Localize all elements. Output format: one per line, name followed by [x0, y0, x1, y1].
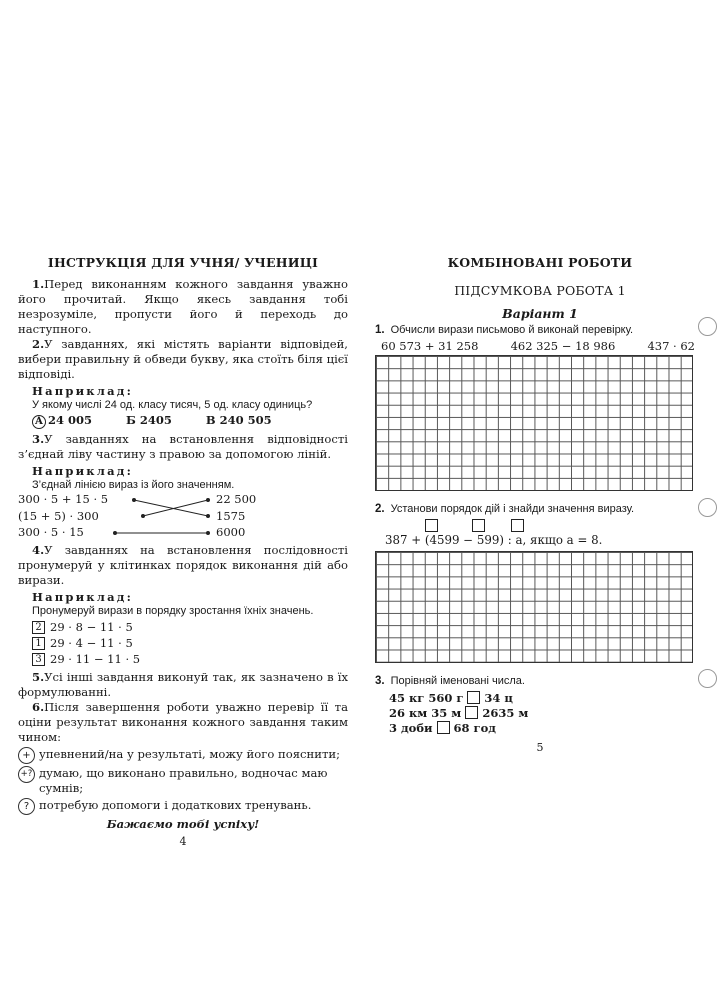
- action-order-box[interactable]: [511, 519, 524, 532]
- expression: 462 325 − 18 986: [510, 339, 616, 353]
- option-b: Б 2405: [126, 413, 172, 427]
- question-icon: ?: [18, 798, 35, 815]
- task-1: [375, 324, 705, 491]
- self-assessment-circle[interactable]: [698, 669, 717, 688]
- task-1-grid[interactable]: [375, 355, 693, 491]
- example-1-options: [32, 413, 348, 429]
- order-row: [32, 619, 348, 635]
- example-label-3: Наприклад:: [32, 590, 134, 604]
- comparison-row: 3 доби 68 год: [389, 720, 496, 735]
- order-number-box: 2: [32, 621, 45, 634]
- section-title: КОМБІНОВАНІ РОБОТИ: [447, 255, 633, 270]
- comparison-box[interactable]: [465, 706, 478, 719]
- order-row: [32, 635, 348, 651]
- variant-title: Варіант 1: [502, 306, 578, 321]
- page-number: 4: [179, 835, 187, 848]
- self-assessment-circle[interactable]: [698, 498, 717, 517]
- task-2-grid[interactable]: [375, 551, 693, 663]
- instruction-4: 4.У завданнях на встановлення послідовності пронумеруй у клітинках порядок виконання дій або вирази.: [18, 543, 348, 587]
- order-expression: 29 · 11 − 11 · 5: [50, 652, 141, 666]
- circled-letter: А: [32, 415, 46, 429]
- comparison-row: 45 кг 560 г 34 ц: [389, 690, 513, 705]
- expression: 60 573 + 31 258: [381, 339, 479, 353]
- comparison-list: [375, 690, 705, 735]
- plus-question-icon: +?: [18, 766, 35, 783]
- plus-icon: +: [18, 747, 35, 764]
- task-1-header: 1. Обчисли вирази письмово й виконай перевірку.: [375, 324, 634, 336]
- order-row: [32, 651, 348, 667]
- task-2-header: 2. Установи порядок дій і знайди значення виразу.: [375, 503, 635, 515]
- action-order-box[interactable]: [425, 519, 438, 532]
- order-expression: 29 · 8 − 11 · 5: [50, 620, 133, 634]
- task-2-expression: 387 + (4599 − 599) : a, якщо a = 8.: [385, 533, 603, 547]
- example-3-question: Пронумеруй вирази в порядку зростання їхніх значень.: [32, 605, 314, 617]
- match-right-item: 6000: [216, 525, 246, 539]
- ordering-example: [32, 619, 348, 667]
- example-label-2: Наприклад:: [32, 464, 134, 478]
- example-2-question: З’єднай лінією вираз із його значенням.: [32, 479, 235, 491]
- evaluation-item: + упевнений/на у результаті, можу його пояснити;: [18, 747, 348, 764]
- work-title: ПІДСУМКОВА РОБОТА 1: [454, 283, 626, 298]
- right-page: [375, 255, 705, 754]
- match-left-item: 300 · 5 + 15 · 5: [18, 492, 109, 506]
- instruction-title: ІНСТРУКЦІЯ ДЛЯ УЧНЯ/ УЧЕНИЦІ: [47, 255, 319, 270]
- match-right-item: 22 500: [216, 492, 257, 506]
- instruction-6: 6.Після завершення роботи уважно перевір її та оціни результат виконання кожного завдання таким чином:: [18, 700, 348, 744]
- example-1-question: У якому числі 24 од. класу тисяч, 5 од. класу одиниць?: [32, 399, 313, 411]
- expression: 437 · 62: [647, 339, 695, 353]
- task-1-expressions: [375, 339, 695, 353]
- option-a: А 24 005: [32, 413, 92, 429]
- example-label: Наприклад:: [32, 384, 134, 398]
- action-order-boxes: [425, 519, 705, 532]
- good-luck-text: Бажаємо тобі успіху!: [106, 817, 260, 831]
- comparison-box[interactable]: [467, 691, 480, 704]
- match-left-item: 300 · 5 · 15: [18, 525, 84, 539]
- order-number-box: 3: [32, 653, 45, 666]
- option-c: В 240 505: [205, 413, 272, 427]
- order-number-box: 1: [32, 637, 45, 650]
- comparison-box[interactable]: [437, 721, 450, 734]
- instruction-5: 5.Усі інші завдання виконуй так, як зазначено в їх формулюванні.: [18, 670, 348, 699]
- order-expression: 29 · 4 − 11 · 5: [50, 636, 133, 650]
- comparison-row: 26 км 35 м 2635 м: [389, 705, 529, 720]
- self-assessment-circle[interactable]: [698, 317, 717, 336]
- matching-example: [18, 491, 278, 543]
- evaluation-item: ? потребую допомоги і додаткових тренувань.: [18, 798, 348, 815]
- task-2: [375, 503, 705, 663]
- match-right-item: 1575: [216, 508, 246, 523]
- instruction-1: 1.Перед виконанням кожного завдання уважно його прочитай. Якщо якесь завдання тобі незрозуміле, пропусти його й переходь до наступного.: [18, 277, 348, 336]
- page-number: 5: [536, 741, 544, 754]
- task-3: [375, 675, 705, 735]
- instruction-3: 3.У завданнях на встановлення відповідності з’єднай ліву частину з правою за допомогою ліній.: [18, 432, 348, 461]
- match-left-item: (15 + 5) · 300: [18, 508, 99, 523]
- evaluation-item: +? думаю, що виконано правильно, водночас маю сумнів;: [18, 766, 348, 796]
- task-3-header: 3. Порівняй іменовані числа.: [375, 675, 525, 687]
- matching-right-column: [216, 491, 256, 541]
- instruction-2: 2.У завданнях, які містять варіанти відповідей, вибери правильну й обведи букву, яка стоїть біля цієї відповіді.: [18, 337, 348, 381]
- action-order-box[interactable]: [472, 519, 485, 532]
- left-page: [18, 255, 348, 848]
